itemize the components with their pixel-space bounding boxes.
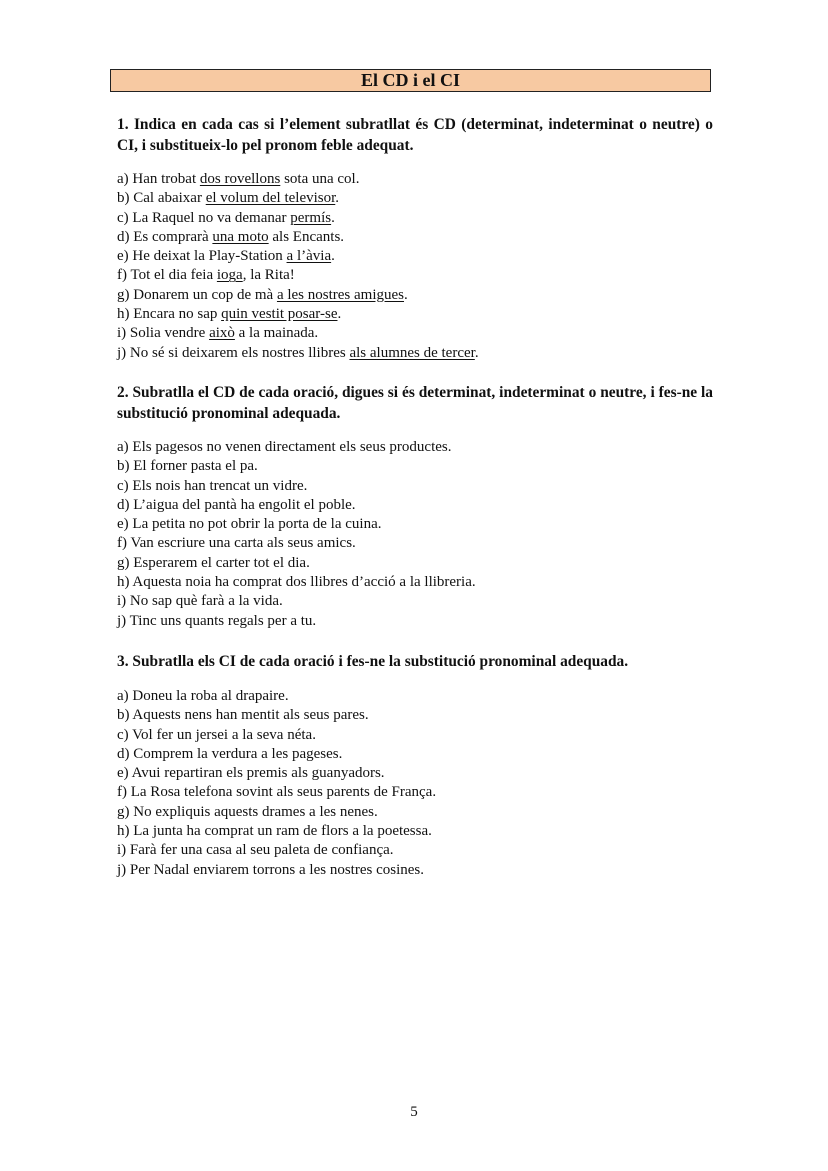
list-item: g) Esperarem el carter tot el dia.	[117, 554, 310, 571]
list-item: g) No expliquis aquests drames a les nenes.	[117, 803, 378, 820]
list-item: a) Els pagesos no venen directament els seus productes.	[117, 439, 452, 455]
list-item: i) No sap què farà a la vida.	[117, 593, 283, 610]
list-item: j) No sé si deixarem els nostres llibres als alumnes de tercer.	[117, 344, 479, 361]
list-item: e) La petita no pot obrir la porta de la cuina.	[117, 516, 382, 533]
list-item: b) Aquests nens han mentit als seus pares.	[117, 707, 369, 724]
underlined-element: a les nostres amigues	[276, 286, 405, 303]
list-item: g) Donarem un cop de mà a les nostres amigues.	[117, 286, 408, 303]
page-number: 5	[410, 1104, 418, 1120]
list-item: d) Comprem la verdura a les pageses.	[117, 745, 343, 762]
list-item: d) Es comprarà una moto als Encants.	[117, 228, 345, 245]
underlined-element: això	[209, 325, 235, 342]
list-item: c) Els nois han trencat un vidre.	[117, 477, 308, 494]
exercise-3	[117, 651, 713, 880]
page-title: El CD i el CI	[110, 69, 711, 92]
list-item: e) He deixat la Play-Station a l’àvia.	[117, 248, 335, 265]
list-item: j) Tinc uns quants regals per a tu.	[117, 612, 317, 629]
list-item: e) Avui repartiran els premis als guanyadors.	[117, 765, 385, 782]
list-item: i) Farà fer una casa al seu paleta de confiança.	[117, 842, 394, 859]
exercise-2-heading: 2. Subratlla el CD de cada oració, digues si és determinat, indeterminat o neutre, i fes-ne la substitució pronominal adequada.	[117, 384, 713, 422]
list-item: h) La junta ha comprat un ram de flors a la poetessa.	[117, 823, 432, 840]
list-item: i) Solia vendre això a la mainada.	[117, 325, 319, 342]
underlined-element: una moto	[212, 228, 269, 245]
list-item: d) L’aigua del pantà ha engolit el poble.	[117, 496, 356, 513]
underlined-element: ioga	[216, 267, 243, 284]
exercise-1-heading: 1. Indica en cada cas si l’element subratllat és CD (determinat, indeterminat o neutre) o CI, i substitueix-lo pel pronom feble adequat.	[117, 116, 713, 154]
list-item: f) La Rosa telefona sovint als seus parents de França.	[117, 784, 437, 801]
exercise-2-items	[117, 438, 713, 631]
list-item: c) La Raquel no va demanar permís.	[117, 209, 335, 226]
exercise-3-heading: 3. Subratlla els CI de cada oració i fes-ne la substitució pronominal adequada.	[117, 653, 629, 670]
list-item: b) Cal abaixar el volum del televisor.	[117, 190, 340, 207]
list-item: j) Per Nadal enviarem torrons a les nostres cosines.	[117, 861, 424, 878]
underlined-element: a l’àvia	[286, 248, 332, 265]
list-item: h) Encara no sap quin vestit posar-se.	[117, 306, 342, 323]
list-item: a) Han trobat dos rovellons sota una col.	[117, 171, 360, 187]
list-item: c) Vol fer un jersei a la seva néta.	[117, 726, 316, 743]
list-item: h) Aquesta noia ha comprat dos llibres d’acció a la llibreria.	[117, 574, 476, 591]
underlined-element: als alumnes de tercer	[349, 344, 475, 361]
underlined-element: dos rovellons	[199, 171, 281, 187]
underlined-element: el volum del televisor	[205, 190, 336, 207]
list-item: f) Van escriure una carta als seus amics.	[117, 535, 356, 552]
list-item: f) Tot el dia feia ioga, la Rita!	[117, 267, 295, 284]
list-item: a) Doneu la roba al drapaire.	[117, 688, 289, 704]
underlined-element: permís	[290, 209, 332, 226]
exercise-1-items	[117, 170, 713, 363]
underlined-element: quin vestit posar-se	[221, 306, 338, 323]
exercise-2	[117, 382, 713, 631]
list-item: b) El forner pasta el pa.	[117, 458, 258, 475]
exercise-3-items	[117, 687, 713, 880]
exercise-1	[117, 114, 713, 363]
